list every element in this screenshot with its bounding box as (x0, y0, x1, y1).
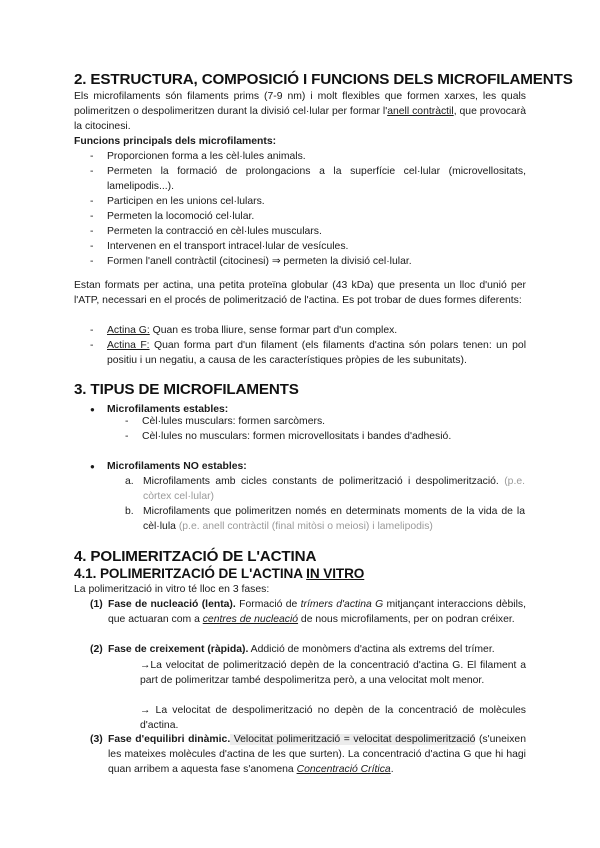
actin-form-item (90, 338, 526, 368)
actin-paragraph: Estan formats per actina, una petita proteïna globular (43 kDa) que presenta un lloc d'unió per l'ATP, necessari en el procés de polimerització de l'actina. Es pot trobar de dues formes diferents: (74, 280, 526, 306)
unstable-heading: ● Microfilaments NO estables: (90, 459, 526, 474)
stable-heading: ● Microfilaments estables: (90, 402, 526, 417)
phase-1 (90, 597, 526, 627)
phase-name: Fase de nucleació (lenta). (108, 599, 236, 610)
phase-2-note-1: →La velocitat de polimerització depèn de la concentració d'actina G. El filament a part de polimeritzar també despolimeritza però, a una velocitat molt menor. (140, 660, 526, 686)
unstable-item-text: Microfilaments amb cicles constants de polimerització i despolimerització. (143, 476, 505, 487)
phase-text-end: . (390, 764, 394, 775)
section-3-heading: 3. TIPUS DE MICROFILAMENTS (74, 381, 299, 398)
section-2-heading: 2. ESTRUCTURA, COMPOSICIÓ I FUNCIONS DELS MICROFILAMENTS (74, 71, 573, 88)
phase-text: (s'uneixen les mateixes molècules d'actina de les que surten). La concentració d'actina G que hi hagi quan arribem a aquesta fase s'anomena (108, 734, 526, 775)
unstable-item (125, 474, 525, 504)
phase-number: (1) (90, 599, 103, 610)
actin-f-text: Quan forma part d'un filament (els filaments d'actina són polars tenen: un pol positiu i un negatiu, a causa de les característiques pròpies de les subunitats). (107, 340, 527, 366)
stable-item: - Cèl·lules musculars: formen sarcòmers. (125, 414, 525, 429)
function-item: - Proporcionen forma a les cèl·lules animals. (90, 149, 526, 164)
functions-heading: Funcions principals dels microfilaments: (74, 136, 277, 147)
section-4-heading: 4. POLIMERITZACIÓ DE L'ACTINA (74, 548, 317, 565)
item-letter: a. (125, 476, 134, 487)
actin-g-text: Quan es troba lliure, sense formar part d'un complex. (149, 325, 398, 336)
unstable-item (125, 504, 525, 534)
functions-list (90, 149, 526, 269)
phase-name: Fase d'equilibri dinàmic. (108, 734, 231, 745)
unstable-item-note: (p.e. anell contràctil (final mitòsi o meiosi) i lamelipodis) (178, 521, 433, 532)
phase-1-text (108, 597, 526, 627)
unstable-item-text: Microfilaments que polimeritzen només en determinats moments de la vida de la cèl·lula (143, 506, 525, 532)
phase-text: Addició de monòmers d'actina als extrems del trímer. (248, 644, 495, 655)
section-4-1-heading (74, 566, 364, 581)
phase-name: Fase de creixement (ràpida). (108, 644, 249, 655)
phases-intro: La polimerització in vitro té lloc en 3 fases: (74, 584, 270, 595)
nucleation-centers-term: centres de nucleació (202, 614, 299, 625)
phase-number: (2) (90, 644, 103, 655)
unstable-item-note: (p.e. còrtex cel·lular) (143, 476, 525, 502)
phase-text: Formació de (235, 599, 301, 610)
stable-item: - Cèl·lules no musculars: formen microvellositats i bandes d'adhesió. (125, 429, 525, 444)
in-vitro-term: IN VITRO (306, 566, 365, 581)
anell-contractil-term: anell contràctil (387, 106, 454, 117)
unstable-list (125, 474, 525, 534)
critical-concentration-term: Concentració Crítica (296, 764, 391, 775)
phase-number: (3) (90, 734, 103, 745)
equilibrium-highlight: Velocitat polimerització = velocitat despolimerització (230, 734, 476, 745)
phase-2-note-2: → La velocitat de despolimerització no depèn de la concentració de molècules d'actina. (140, 705, 526, 731)
intro-text-b: , que provocarà la citocinesi. (74, 106, 527, 132)
section-2-intro (74, 89, 526, 134)
actin-forms-list (90, 323, 526, 368)
stable-list (125, 414, 525, 444)
phase-2 (90, 642, 526, 657)
phase-3-text (108, 732, 526, 777)
subheading-text: 4.1. POLIMERITZACIÓ DE L'ACTINA (74, 566, 307, 581)
function-item: - Permeten la contracció en cèl·lules musculars. (90, 224, 526, 239)
actin-form-item (90, 323, 526, 338)
phase-text: de nous microfilaments, per on podran créixer. (298, 614, 515, 625)
unstable-bullet (90, 459, 526, 474)
item-letter: b. (125, 506, 134, 517)
function-item: - Permeten la formació de prolongacions a la superfície cel·lular (microvellositats, lamelipodis...). (90, 164, 526, 194)
trimers-term: trímers d'actina G (300, 599, 384, 610)
intro-text-a: Els microfilaments són filaments prims (7-9 nm) i molt flexibles que formen xarxes, les quals polimeritzen o despolimeritzen durant la divisió cel·lular per formar l' (74, 91, 526, 117)
function-item: - Participen en les unions cel·lulars. (90, 194, 526, 209)
actin-g-term: Actina G: (107, 325, 150, 336)
phase-text: mitjançant interaccions dèbils, que actuaran com a (108, 599, 526, 625)
function-item: - Permeten la locomoció cel·lular. (90, 209, 526, 224)
actin-f-term: Actina F: (107, 340, 150, 351)
function-item: - Intervenen en el transport intracel·lular de vesícules. (90, 239, 526, 254)
phase-2-text (108, 642, 526, 657)
function-item: - Formen l'anell contràctil (citocinesi) ⇒ permeten la divisió cel·lular. (90, 254, 526, 269)
phase-3 (90, 732, 526, 777)
